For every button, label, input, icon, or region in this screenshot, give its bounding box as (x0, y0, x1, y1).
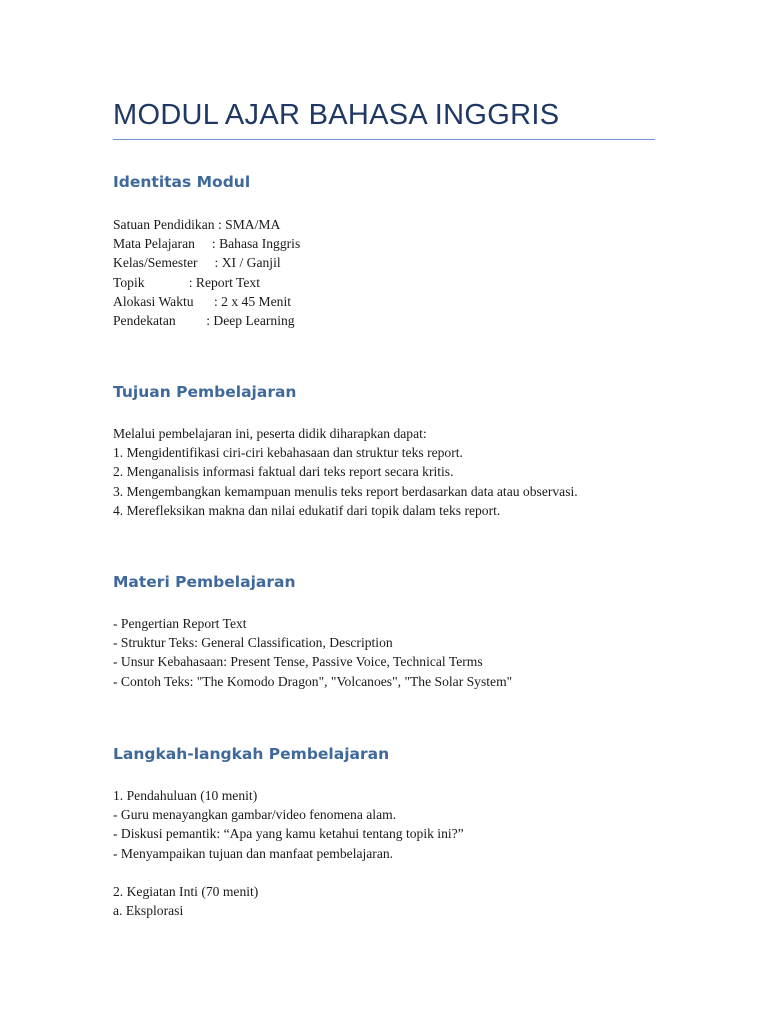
langkah-line: - Guru menayangkan gambar/video fenomena alam. (113, 807, 397, 823)
langkah-line: 1. Pendahuluan (10 menit) (113, 788, 258, 803)
identitas-line: Mata Pelajaran : Bahasa Inggris (113, 236, 301, 252)
heading-identitas-modul: Identitas Modul (113, 173, 251, 191)
tujuan-line: Melalui pembelajaran ini, peserta didik diharapkan dapat: (113, 426, 427, 441)
tujuan-line: 2. Menganalisis informasi faktual dari teks report secara kritis. (113, 464, 454, 480)
materi-block (113, 614, 512, 691)
heading-tujuan-pembelajaran: Tujuan Pembelajaran (113, 383, 297, 401)
identitas-line: Pendekatan : Deep Learning (113, 313, 295, 329)
tujuan-line: 4. Merefleksikan makna dan nilai edukatif dari topik dalam teks report. (113, 502, 501, 518)
heading-langkah-pembelajaran: Langkah-langkah Pembelajaran (113, 745, 390, 763)
identitas-line: Topik : Report Text (113, 274, 260, 290)
langkah-line: - Menyampaikan tujuan dan manfaat pembelajaran. (113, 845, 394, 861)
document-title: MODUL AJAR BAHASA INGGRIS (113, 99, 560, 131)
langkah-line: 2. Kegiatan Inti (70 menit) (113, 883, 259, 899)
tujuan-line: 3. Mengembangkan kemampuan menulis teks report berdasarkan data atau observasi. (113, 483, 578, 499)
heading-materi-pembelajaran: Materi Pembelajaran (113, 573, 296, 591)
identitas-line: Satuan Pendidikan : SMA/MA (113, 217, 281, 232)
materi-line: - Struktur Teks: General Classification, Description (113, 635, 393, 651)
langkah-line: - Diskusi pemantik: “Apa yang kamu ketahui tentang topik ini?” (113, 826, 464, 842)
tujuan-line: 1. Mengidentifikasi ciri-ciri kebahasaan dan struktur teks report. (113, 445, 463, 461)
langkah-line: a. Eksplorasi (113, 903, 184, 919)
materi-line: - Pengertian Report Text (113, 616, 247, 631)
identitas-block (113, 215, 300, 330)
identitas-line: Alokasi Waktu : 2 x 45 Menit (113, 293, 292, 309)
langkah-block (113, 786, 464, 920)
tujuan-block (113, 424, 578, 520)
materi-line: - Contoh Teks: "The Komodo Dragon", "Volcanoes", "The Solar System" (113, 673, 513, 689)
materi-line: - Unsur Kebahasaan: Present Tense, Passive Voice, Technical Terms (113, 654, 483, 670)
title-underline (113, 139, 655, 140)
identitas-line: Kelas/Semester : XI / Ganjil (113, 255, 281, 271)
paragraph-gap (113, 863, 464, 882)
